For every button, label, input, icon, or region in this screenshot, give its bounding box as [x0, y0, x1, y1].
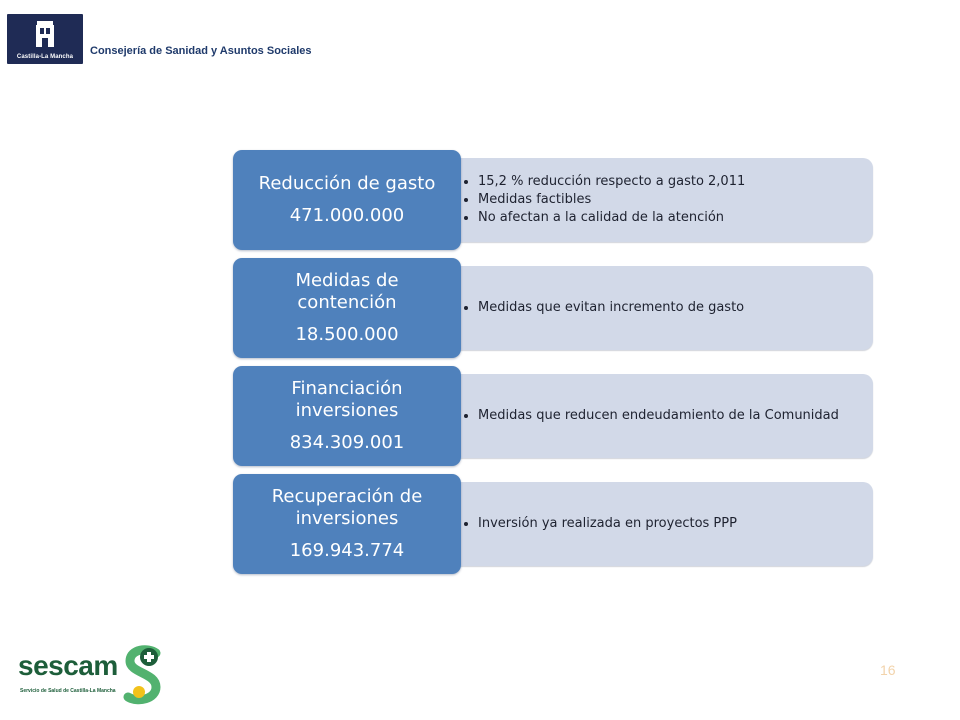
list-item — [233, 474, 873, 574]
category-pill — [233, 366, 461, 466]
bullet-item: • No afectan a la calidad de la atención — [478, 209, 863, 227]
category-amount: 834.309.001 — [289, 432, 405, 453]
department-title: Consejería de Sanidad y Asuntos Sociales — [90, 45, 312, 57]
list-item — [233, 150, 873, 250]
bullet-item: • Medidas que evitan incremento de gasto — [478, 299, 863, 317]
category-title: Financiación inversiones — [291, 378, 403, 421]
category-pill — [233, 474, 461, 574]
category-amount: 471.000.000 — [289, 205, 405, 226]
category-title: Medidas de contención — [295, 270, 399, 313]
bullet-list — [465, 266, 863, 350]
category-title: Reducción de gasto — [258, 173, 436, 194]
bullet-list — [465, 482, 863, 566]
bullet-item: • 15,2 % reducción respecto a gasto 2,011 — [478, 173, 863, 191]
category-pill — [233, 150, 461, 250]
logo-caption: Castilla-La Mancha — [16, 54, 74, 60]
bullet-item: • Medidas factibles — [478, 191, 863, 209]
sescam-s-icon — [118, 643, 168, 709]
sescam-logo — [18, 643, 168, 709]
list-item — [233, 366, 873, 466]
list-item — [233, 258, 873, 358]
category-amount: 18.500.000 — [295, 324, 399, 345]
smartart-list — [233, 150, 873, 580]
category-title: Recuperación de inversiones — [271, 486, 423, 529]
sescam-tagline: Servicio de Salud de Castilla-La Mancha — [20, 688, 116, 694]
sescam-wordmark: sescam — [18, 650, 118, 681]
bullet-item: • Inversión ya realizada en proyectos PPP — [478, 515, 863, 533]
category-amount: 169.943.774 — [289, 540, 405, 561]
bullet-item: • Medidas que reducen endeudamiento de la Comunidad — [478, 407, 863, 425]
castilla-la-mancha-logo — [7, 14, 83, 64]
bullet-list — [465, 374, 863, 458]
bullet-list — [465, 158, 863, 242]
page-number: 16 — [880, 662, 896, 678]
category-pill — [233, 258, 461, 358]
